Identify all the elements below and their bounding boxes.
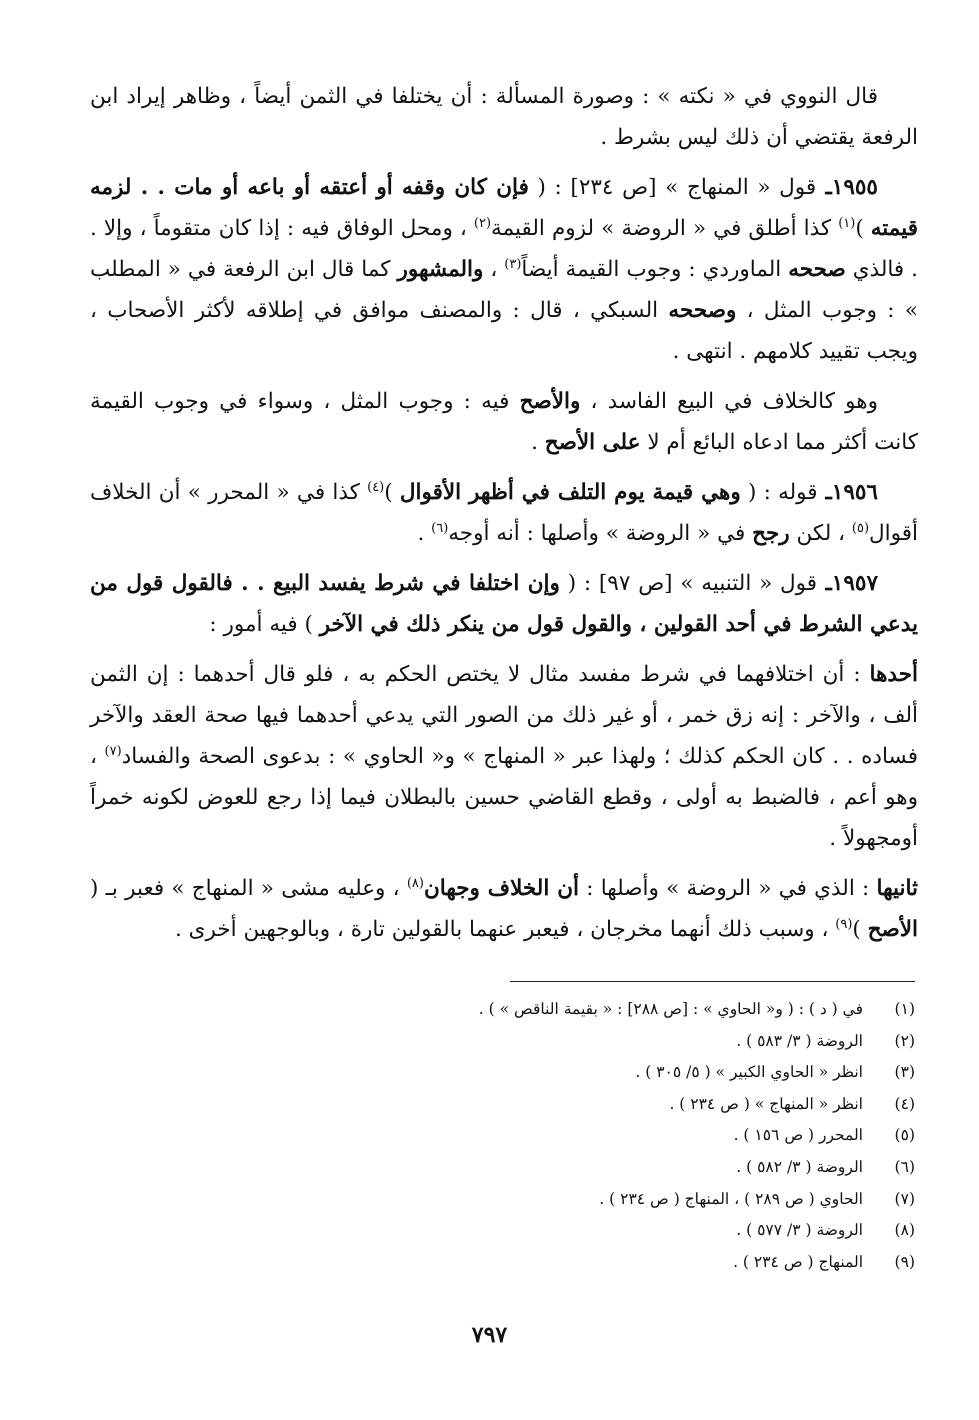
text-run: ، وهو أعم ، فالضبط به أولى ، وقطع القاضي حسين بالبطلان فيما إذا رجع للعوض لكونه خمراً أومجهولاً . — [90, 744, 918, 851]
footnote-ref: (٥) — [851, 520, 870, 536]
footnote-ref: (٢) — [473, 215, 492, 231]
text-run: ، وسبب ذلك أنهما مخرجان ، فيعبر عنهما بالقولين تارة ، وبالوجهين أخرى . — [175, 917, 836, 942]
text-run: في « الروضة » وأصلها : أنه أوجه — [448, 521, 753, 546]
footnote — [300, 1089, 915, 1121]
text-run: قوله : ( — [740, 480, 818, 505]
footnote — [300, 1152, 915, 1184]
footnote-ref: (٤) — [367, 479, 385, 495]
footnote — [300, 1184, 915, 1216]
paragraph — [90, 868, 918, 950]
footnote-text: الروضة ( ٣/ ٥٧٧ ) . — [736, 1221, 863, 1240]
footnote-number: (٤) — [894, 1094, 915, 1113]
text-run: فيه : وجوب المثل ، وسواء في وجوب القيمة كانت أكثر مما ادعاه البائع أم لا — [90, 389, 918, 455]
footnote-ref: (٧) — [104, 743, 122, 759]
bold-text: على الأصح — [544, 430, 641, 455]
text-run: ، ومحل الوفاق فيه : إذا كان متقوماً ، وإلا . . فالذي — [90, 216, 918, 282]
text-run: ، وعليه مشى « المنهاج » فعبر بـ ( — [90, 876, 407, 901]
footnote-text: انظر « المنهاج » ( ص ٢٣٤ ) . — [669, 1094, 863, 1113]
footnote — [300, 1057, 915, 1089]
paragraph — [90, 654, 918, 859]
text-run: قول « التنبيه » [ص ٩٧] : ( — [559, 571, 818, 596]
footnote-text: المحرر ( ص ١٥٦ ) . — [733, 1126, 863, 1145]
text-run: الماوردي : وجوب القيمة أيضاً — [521, 257, 789, 282]
text-run: ، — [483, 257, 505, 282]
footnote-separator — [510, 981, 915, 982]
footnotes — [300, 994, 915, 1278]
footnote-ref: (٨) — [406, 875, 424, 891]
footnote — [300, 994, 915, 1026]
footnote-number: (٦) — [894, 1157, 915, 1176]
footnote-number: (٥) — [894, 1126, 915, 1145]
page-number: ٧٩٧ — [471, 1322, 508, 1348]
bold-text: وصححه — [668, 298, 737, 323]
bold-text: رجح — [752, 521, 790, 546]
text-run: : أن اختلافهما في شرط مفسد مثال لا يختص الحكم به ، فلو قال أحدهما : إن الثمن ألف ، والآخر : إنه زق خمر ، أو غير ذلك من الصور التي يدعي أحدهما فيها صحة العقد والآخر فساده . . كان الحكم كذلك ؛ ولهذا عبر « المنهاج » و« الحاوي » : بدعوى الصحة والفساد — [90, 662, 918, 769]
text-run: السبكي ، قال : والمصنف موافق في إطلاقه لأكثر الأصحاب ، ويجب تقييد كلامهم . انتهى . — [90, 298, 918, 364]
footnote-number: (٣) — [894, 1063, 915, 1082]
bold-text: الأصح — [867, 917, 918, 942]
footnote-text: انظر « الحاوي الكبير » ( ٥/ ٣٠٥ ) . — [635, 1063, 863, 1082]
text-run: قال النووي في « نكته » : وصورة المسألة : أن يختلفا في الثمن أيضاً ، وظاهر إيراد ابن الرفعة يقتضي أن ذلك ليس بشرط . — [90, 84, 918, 150]
text-run: ) — [384, 480, 400, 505]
bold-text: أن الخلاف وجهان — [423, 876, 579, 901]
footnote-ref: (٣) — [504, 256, 522, 272]
paragraph — [90, 167, 918, 372]
footnote — [300, 1247, 915, 1279]
footnote-text: في ( د ) : ( و« الحاوي » : [ص ٢٨٨] : « بقيمة الناقص » ) . — [478, 1000, 863, 1018]
bold-text: صححه — [788, 257, 846, 282]
paragraph — [90, 563, 918, 645]
bold-text: أحدها — [869, 662, 918, 687]
bold-text: فإن كان وقفه أو أعتقه أو باعه أو مات . . لزمه قيمته — [90, 175, 918, 241]
text-run: كذا أطلق في « الروضة » لزوم القيمة — [491, 216, 839, 241]
text-run: ) — [855, 216, 871, 241]
text-run: . — [417, 521, 432, 546]
footnote-text: الحاوي ( ص ٢٨٩ ) ، المنهاج ( ص ٢٣٤ ) . — [599, 1189, 863, 1208]
footnote-number: (٢) — [894, 1031, 915, 1050]
text-run: كما قال ابن الرفعة في « المطلب » : وجوب المثل ، — [90, 257, 918, 323]
footnote — [300, 1120, 915, 1152]
text-run: وهو كالخلاف في البيع الفاسد ، — [580, 389, 878, 414]
footnote-text: المنهاج ( ص ٢٣٤ ) . — [733, 1252, 863, 1271]
bold-text: وهي قيمة يوم التلف في أظهر الأقوال — [399, 480, 741, 505]
paragraph — [90, 472, 918, 554]
bold-text: وإن اختلفا في شرط يفسد البيع . . فالقول قول من يدعي الشرط في أحد القولين ، والقول قول من ينكر ذلك في الآخر — [90, 571, 918, 637]
bold-text: والمشهور — [397, 257, 484, 282]
bold-text: ١٩٥٥ـ — [816, 175, 878, 200]
text-run: : الذي في « الروضة » وأصلها : — [578, 876, 877, 901]
text-run: قول « المنهاج » [ص ٢٣٤] : ( — [528, 175, 817, 200]
paragraph — [90, 76, 918, 158]
text-run: ) فيه أمور : — [209, 612, 320, 637]
footnote-ref: (١) — [838, 215, 856, 231]
footnote-text: الروضة ( ٣/ ٥٨٢ ) . — [736, 1157, 863, 1176]
bold-text: ثانيها — [876, 876, 918, 901]
bold-text: ١٩٥٦ـ — [817, 480, 878, 505]
text-run: . — [531, 430, 545, 455]
footnote-number: (١) — [894, 1000, 915, 1018]
bold-text: ١٩٥٧ـ — [817, 571, 878, 596]
footnote-ref: (٦) — [431, 520, 449, 536]
text-run: ، لكن — [789, 521, 852, 546]
paragraph — [90, 381, 918, 463]
footnote-number: (٧) — [894, 1189, 915, 1208]
text-run: كذا في « المحرر » أن الخلاف أقوال — [90, 480, 918, 546]
footnote-number: (٩) — [894, 1252, 915, 1271]
bold-text: والأصح — [519, 389, 581, 414]
footnote — [300, 1026, 915, 1058]
main-text — [90, 76, 918, 959]
text-run: ) — [852, 917, 868, 942]
footnote-number: (٨) — [894, 1221, 915, 1240]
footnote — [300, 1215, 915, 1247]
footnote-text: الروضة ( ٣/ ٥٨٣ ) . — [736, 1031, 863, 1050]
footnote-ref: (٩) — [835, 916, 853, 932]
